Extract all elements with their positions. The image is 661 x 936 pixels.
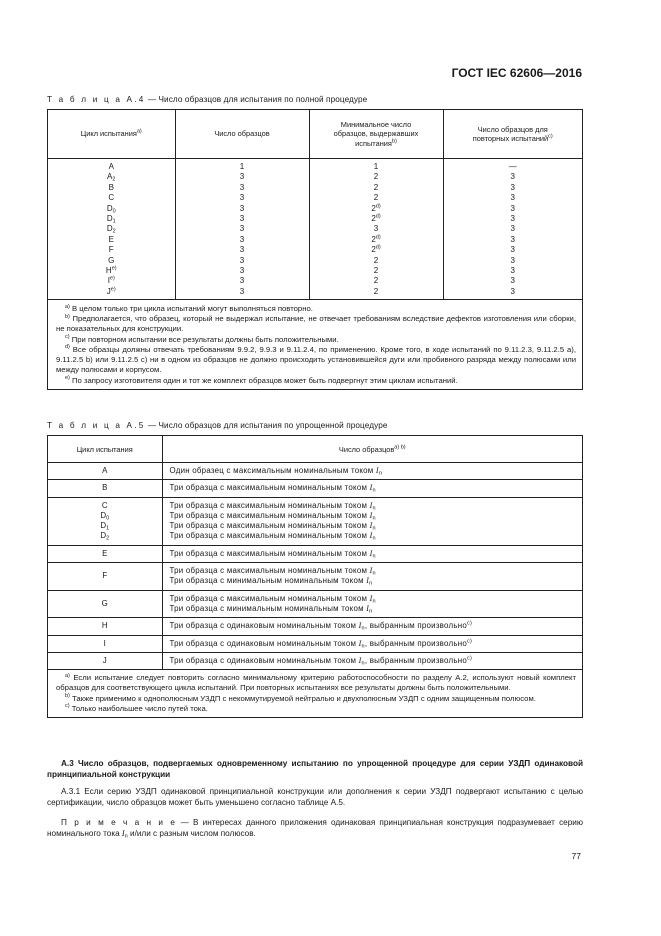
repeat-cell: 3 — [510, 203, 515, 213]
cycle-cell: E — [48, 545, 162, 562]
table-row — [48, 618, 582, 635]
footnote: $^{c)}$ При повторном испытании все результаты должны быть положительными. — [65, 334, 339, 344]
samples-cell: Один образец с максимальным номинальным током $I_n$ — [162, 463, 582, 480]
cycle-cell: E — [108, 234, 114, 244]
table-a5-caption — [47, 421, 388, 430]
cycle-cell: B — [48, 480, 162, 497]
min-passed-cell: 3 — [373, 224, 379, 234]
samples-cell: 3 — [239, 213, 245, 223]
samples-cell: 3 — [239, 172, 245, 182]
samples-cell: 3 — [239, 286, 245, 296]
col-header-min-passed: Минимальное число образцов, выдержавших испытания$^{b)}$ — [309, 110, 443, 159]
cycle-cell: J — [48, 652, 162, 669]
table-row — [48, 545, 582, 562]
samples-cell: 3 — [239, 245, 245, 255]
table-a4-cycle-column — [48, 159, 175, 300]
footnote: $^{a)}$ В целом только три цикла испытаний могут выполняться повторно. — [65, 303, 313, 314]
repeat-cell: 3 — [510, 213, 515, 223]
table-row — [48, 480, 582, 497]
col-header-cycle: Цикл испытания — [48, 436, 162, 463]
table-a4-samples-column — [175, 159, 309, 300]
samples-cell: 3 — [239, 234, 245, 244]
samples-cell: 3 — [239, 255, 245, 265]
repeat-cell: 3 — [510, 193, 515, 203]
min-passed-cell: 2$^{d)}$ — [371, 213, 381, 223]
samples-cell: Три образца с максимальным номинальным током $I_n$ Три образца с минимальным номинальным током $I_n$ — [162, 590, 582, 618]
samples-cell: Три образца с максимальным номинальным током $I_n$ — [162, 545, 582, 562]
repeat-cell: 3 — [510, 265, 515, 275]
footnote: $^{a)}$ Если испытание следует повторить согласно минимальному критерию работоспособности по разделу А.2, используют новый комплект образцов для соответствующего цикла испытаний. При повторных испытаниях все результаты должны быть положительными. — [56, 672, 576, 693]
cycle-cell: $D_1$ — [106, 213, 116, 225]
col-header-cycle: Цикл испытания$^{a)}$ — [48, 110, 175, 159]
page-number: 77 — [571, 851, 581, 861]
cycle-cell: $I^{e)}$ — [107, 275, 115, 286]
cycle-cell: G — [108, 255, 115, 265]
min-passed-cell: 2 — [373, 255, 379, 265]
samples-cell: 3 — [239, 224, 245, 234]
repeat-cell: 3 — [510, 245, 515, 255]
cycle-cell: G — [48, 590, 162, 618]
col-header-repeat: Число образцов для повторных испытаний$^{c)}$ — [443, 110, 582, 159]
footnote: $^{e)}$ По запросу изготовителя один и тот же комплект образцов может быть подвергнут этим циклам испытаний. — [65, 375, 458, 385]
clause-a3-1: А.3.1 Если серию УЗДП одинаковой принципиальной конструкции или дополнения к серии УЗДП подвергают испытанию с целью сертификации, число образцов может быть уменьшено согласно таблице А.5. — [47, 787, 583, 808]
cycle-cell: C — [108, 193, 115, 203]
min-passed-cell: 2 — [373, 276, 379, 286]
cycle-cell: $H^{e)}$ — [105, 265, 117, 275]
table-row — [48, 590, 582, 618]
samples-cell: 3 — [239, 276, 245, 286]
table-a4-caption — [47, 95, 367, 104]
cycle-cell: B — [108, 182, 114, 192]
cycle-cell: F — [48, 563, 162, 591]
table-a4 — [47, 109, 583, 390]
table-a4-body — [48, 159, 582, 300]
table-row — [48, 497, 582, 545]
cycle-cell: $D_0$ — [106, 203, 116, 215]
footnote: $^{c)}$ Только наибольшее число путей тока. — [65, 703, 208, 713]
table-a4-caption-text: — Число образцов для испытания по полной процедуре — [145, 95, 368, 104]
note-paragraph: П р и м е ч а н и е — В интересах данного приложения одинаковая принципиальная конструкция подразумевает серию номинального тока $I_n$ и/или с разным числом полюсов. — [47, 818, 583, 840]
table-a4-header-row — [48, 110, 582, 159]
samples-cell: 1 — [239, 162, 245, 171]
samples-cell: Три образца с максимальным номинальным током $I_n$ — [162, 480, 582, 497]
repeat-cell: 3 — [510, 276, 515, 286]
table-a5 — [47, 435, 583, 718]
samples-cell: Три образца с максимальным номинальным током $I_n$ Три образца с максимальным номинальным током $I_n$ Три образца с максимальным номинальным током $I_n$ Три образца с максимальным номинальным током $I_n$ — [162, 497, 582, 545]
cycle-cell: F — [108, 245, 114, 255]
min-passed-cell: 2 — [373, 193, 379, 203]
section-a3-heading: А.3 Число образцов, подвергаемых одновременному испытанию по упрощенной процедуре для серии УЗДП одинаковой принципиальной конструкции — [47, 759, 583, 780]
repeat-cell: 3 — [510, 234, 515, 244]
table-a5-caption-text: — Число образцов для испытания по упрощенной процедуре — [145, 421, 388, 430]
min-passed-cell: 1 — [373, 162, 379, 171]
col-header-samples: Число образцов$^{a) b)}$ — [162, 436, 582, 463]
table-a4-min-column — [309, 159, 443, 300]
samples-cell: Три образца с максимальным номинальным током $I_n$ Три образца с минимальным номинальным током $I_n$ — [162, 563, 582, 591]
samples-cell: Три образца с одинаковым номинальным током $I_n$, выбранным произвольно$^{c)}$ — [162, 652, 582, 669]
cycle-cell: A — [108, 162, 114, 171]
min-passed-cell: 2 — [373, 182, 379, 192]
min-passed-cell: 2$^{d)}$ — [371, 203, 381, 213]
cycle-cell: $A_2$ — [107, 172, 116, 183]
table-a5-header-row — [48, 436, 582, 463]
table-a5-caption-label: Т а б л и ц а А.5 — [47, 421, 146, 430]
min-passed-cell: 2$^{d)}$ — [371, 244, 381, 255]
repeat-cell: 3 — [510, 172, 515, 182]
min-passed-cell: 2$^{d)}$ — [371, 234, 381, 244]
samples-cell: 3 — [239, 265, 245, 275]
table-a4-repeat-column — [443, 159, 582, 300]
table-row — [48, 563, 582, 591]
repeat-cell: 3 — [510, 286, 515, 296]
cycle-cell: C $D_0$ $D_1$ $D_2$ — [48, 497, 162, 545]
cycle-cell: H — [48, 618, 162, 635]
table-row — [48, 635, 582, 652]
table-row — [48, 652, 582, 669]
cycle-cell: A — [48, 463, 162, 480]
min-passed-cell: 2 — [373, 265, 379, 275]
footnote: $^{d)}$ Все образцы должны отвечать требованиям 9.9.2, 9.9.3 и 9.11.2.4, по применению. Кроме того, в ходе испытаний по 9.11.2.3, 9.11.2.5 a), 9.11.2.5 b) или 9.11.2.5 c) ни в одном из образцов не должно происходить установившейся дуги или пробивного разряда между полюсами или между полюсами и корпусом. — [56, 344, 576, 375]
samples-cell: 3 — [239, 182, 245, 192]
samples-cell: 3 — [239, 203, 245, 213]
cycle-cell: $J^{e)}$ — [106, 286, 116, 296]
cycle-cell: I — [48, 635, 162, 652]
footnote: $^{b)}$ Предполагается, что образец, который не выдержал испытание, не отвечает требованиям вследствие дефектов изготовления или сборки, не показательных для конструкции. — [56, 313, 576, 334]
table-a4-footnotes — [48, 300, 582, 389]
cycle-cell: $D_2$ — [106, 224, 116, 235]
table-a5-footnotes — [48, 670, 582, 717]
repeat-cell: 3 — [510, 182, 515, 192]
repeat-cell: 3 — [510, 255, 515, 265]
min-passed-cell: 2 — [373, 286, 379, 296]
samples-cell: Три образца с одинаковым номинальным током $I_n$, выбранным произвольно$^{c)}$ — [162, 618, 582, 635]
min-passed-cell: 2 — [373, 172, 379, 182]
samples-cell: 3 — [239, 193, 245, 203]
repeat-cell: 3 — [510, 224, 515, 234]
table-a4-caption-label: Т а б л и ц а А.4 — [47, 95, 146, 104]
col-header-samples: Число образцов — [175, 110, 309, 159]
footnote: $^{b)}$ Также применимо к однополюсным УЗДП с некоммутируемой нейтралью и двухполюсным УЗДП с одним защищенным полюсом. — [65, 693, 536, 703]
document-header: ГОСТ IEC 62606—2016 — [451, 66, 582, 80]
table-row — [48, 463, 582, 480]
samples-cell: Три образца с одинаковым номинальным током $I_n$, выбранным произвольно$^{c)}$ — [162, 635, 582, 652]
repeat-cell: — — [508, 162, 517, 171]
